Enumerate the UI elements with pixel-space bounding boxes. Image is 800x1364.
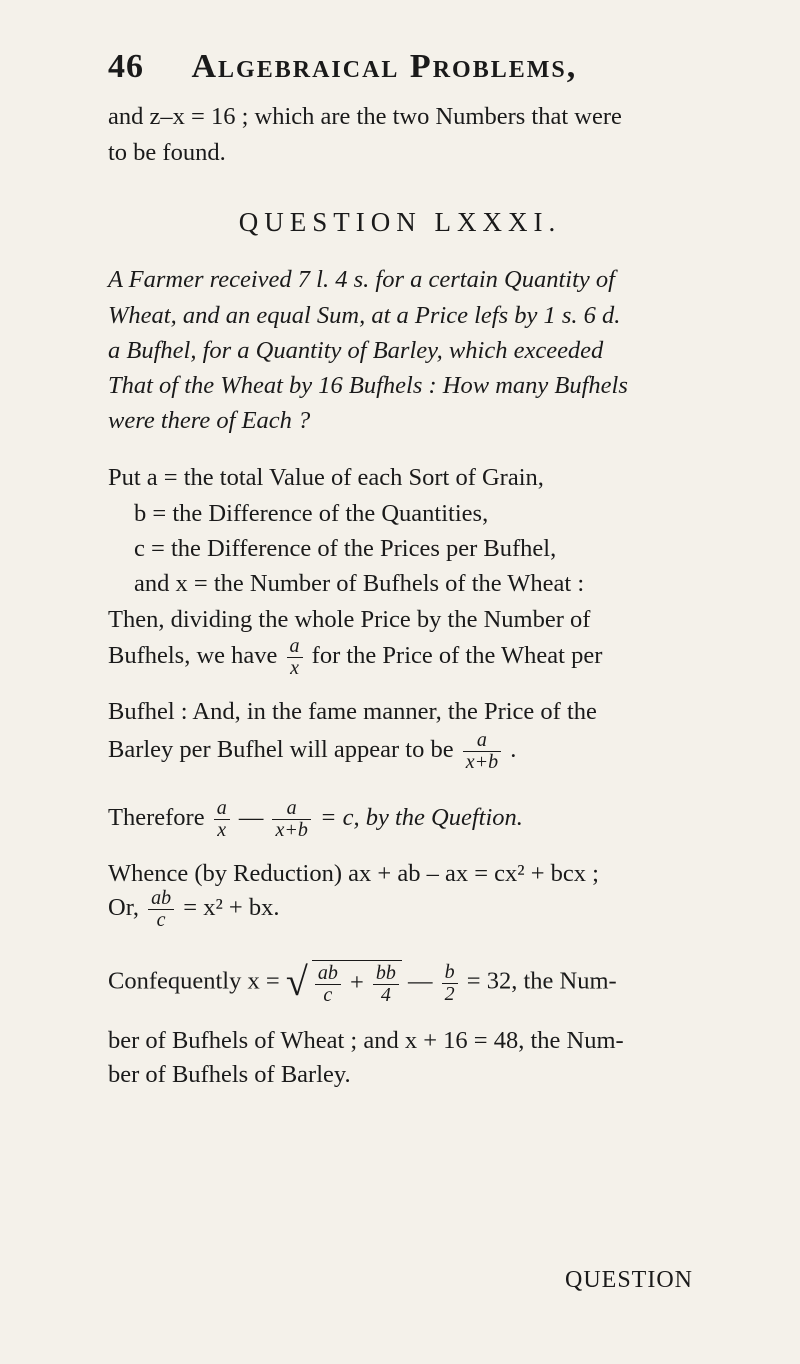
text-fragment: Therefore <box>108 804 205 832</box>
text-line <box>108 960 617 1006</box>
question-text: That of the Wheat by 16 Bufhels : How many Bufhels <box>108 372 628 399</box>
fraction-a-over-x-plus-b <box>272 798 310 841</box>
text-line: Bufhel : And, in the fame manner, the Price of the <box>108 698 597 725</box>
denominator: x <box>290 657 299 679</box>
numerator: a <box>463 730 501 752</box>
text-fragment: = c, by the Queftion. <box>319 804 523 832</box>
plus-sign: + <box>349 969 364 997</box>
text-fragment: Confequently x = <box>108 967 280 995</box>
text-line: and x = the Number of Bufhels of the Wheat : <box>134 570 585 597</box>
catchword: QUESTION <box>565 1267 693 1293</box>
text-line: to be found. <box>108 139 226 166</box>
text-line: ber of Bufhels of Wheat ; and x + 16 = 48, the Num- <box>108 1027 624 1054</box>
text-line: and z–x = 16 ; which are the two Numbers that were <box>108 103 622 130</box>
text-line <box>108 798 523 841</box>
text-line: Then, dividing the whole Price by the Number of <box>108 606 591 633</box>
fraction-ab-over-c <box>315 963 341 1006</box>
text-line: b = the Difference of the Quantities, <box>134 500 489 527</box>
fraction-a-over-x <box>287 636 303 679</box>
text-line: ber of Bufhels of Barley. <box>108 1061 351 1088</box>
minus-sign: — <box>238 804 264 832</box>
fraction-a-over-x-plus-b <box>463 730 501 773</box>
question-text: Wheat, and an equal Sum, at a Price lefs by 1 s. 6 d. <box>108 302 621 329</box>
question-text: a Bufhel, for a Quantity of Barley, which exceeded <box>108 337 604 364</box>
denominator: 4 <box>380 984 391 1006</box>
question-heading: QUESTION LXXXI. <box>238 207 562 237</box>
question-text: were there of Each ? <box>108 407 311 434</box>
page-number: 46 <box>108 48 144 85</box>
numerator: b <box>442 962 458 984</box>
text-fragment: Bufhels, we have <box>108 642 278 670</box>
fraction-bb-over-4 <box>373 963 399 1006</box>
radicand <box>312 960 402 1006</box>
text-fragment: = 32, the Num- <box>466 967 617 995</box>
numerator: ab <box>148 888 174 910</box>
text-fragment: Barley per Bufhel will appear to be <box>108 736 454 764</box>
text-fragment: Or, <box>108 894 139 922</box>
denominator: x <box>217 819 227 841</box>
square-root <box>286 960 402 1006</box>
text-line: c = the Difference of the Prices per Bufhel, <box>134 535 557 562</box>
denominator: 2 <box>444 982 455 1005</box>
fraction-a-over-x <box>214 798 230 841</box>
numerator: ab <box>315 963 341 985</box>
radical-sign-icon: √ <box>285 959 308 1004</box>
fraction-ab-over-c <box>148 888 174 931</box>
running-header <box>108 48 728 86</box>
fraction-b-over-2 <box>442 962 458 1005</box>
running-title: Algebraical Problems, <box>191 48 578 85</box>
text-line <box>108 888 279 931</box>
minus-sign: — <box>408 967 433 995</box>
denominator: c <box>156 909 166 931</box>
question-text: A Farmer received 7 l. 4 s. for a certain Quantity of <box>108 266 615 293</box>
text-line: Whence (by Reduction) ax + ab – ax = cx² + bcx ; <box>108 860 599 887</box>
denominator: x+b <box>465 751 499 773</box>
denominator: c <box>323 984 333 1006</box>
text-line: Put a = the total Value of each Sort of Grain, <box>108 464 544 491</box>
denominator: x+b <box>275 819 308 841</box>
text-fragment: for the Price of the Wheat per <box>311 642 603 670</box>
numerator: bb <box>373 963 399 985</box>
text-fragment: . <box>510 736 517 764</box>
numerator: a <box>272 798 310 820</box>
text-line <box>108 730 516 773</box>
text-line <box>108 636 602 679</box>
text-fragment: = x² + bx. <box>183 894 280 922</box>
numerator: a <box>214 798 230 820</box>
numerator: a <box>287 636 303 658</box>
